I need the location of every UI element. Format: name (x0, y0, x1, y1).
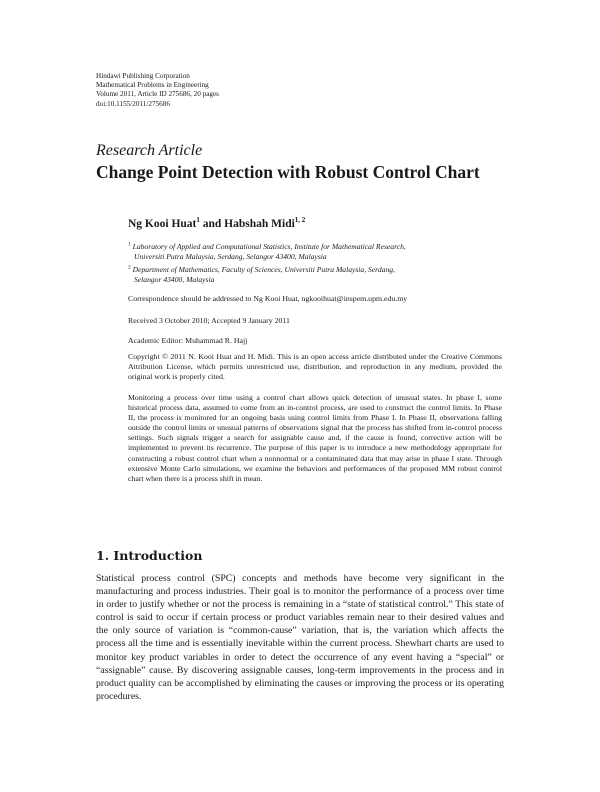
author-name: Habshah Midi (224, 218, 295, 230)
journal-line: Mathematical Problems in Engineering (96, 81, 209, 90)
doi-line: doi:10.1155/2011/275686 (96, 99, 170, 108)
abstract: Monitoring a process over time using a control chart allows quick detection of unusual states. In phase I, some historical process data, assumed to come from an in-control process, are used to construct the control limits. In Phase II, the process is monitored for an ongoing basis using control limits from Phase I. In Phase II, observations falling outside the control limits or unusual patterns of observations signal that the process has shifted from in-control process settings. Such signals trigger a search for assignable cause and, if the cause is found, corrective action will be implemented to prevent its recurrence. The purpose of this paper is to introduce a new methodology appropriate for constructing a robust control chart when a nonnormal or a contaminated data that may arise in phase I state. Through extensive Monte Carlo simulations, we examine the behaviors and performances of the proposed MM robust control chart when there is a process shift in mean. (128, 393, 502, 483)
affil-number: 1 (128, 241, 131, 248)
academic-editor: Academic Editor: Muhammad R. Hajj (128, 336, 248, 345)
introduction-body: Statistical process control (SPC) concepts and methods have become very significant in the manufacturing and process industries. Their goal is to monitor the performance of a process over time in order to justify whether or not the process is remaining in a “state of statistical control.” This state of control is said to occur if certain process or product variables remain near to their desired values and the only source of variation is “common-cause” variation, that is, the variation which affects the process all the time and is essentially inevitable within the current process. Shewhart charts are used to monitor key product variables in order to detect the occurrence of any event having a “special” or “assignable” cause. By discovering assignable causes, long-term improvements in the process and in product quality can be accomplished by eliminating the causes or improving the process or its operating procedures. (96, 573, 504, 702)
affil-line: Department of Mathematics, Faculty of Sciences, Universiti Putra Malaysia, Serdang, (132, 265, 395, 274)
affil-line: Laboratory of Applied and Computational Statistics, Institute for Mathematical Research, (132, 242, 406, 251)
affil-line: Universiti Putra Malaysia, Serdang, Selangor 43400, Malaysia (134, 252, 327, 261)
author-affil-mark: 1, 2 (294, 216, 306, 225)
publisher-line: Hindawi Publishing Corporation (96, 72, 190, 80)
volume-line: Volume 2011, Article ID 275686, 20 pages (96, 90, 219, 99)
article-type: Research Article (96, 142, 203, 159)
author-list (128, 218, 305, 230)
author-name: Ng Kooi Huat (128, 218, 197, 230)
author-conjunction: and (199, 218, 225, 230)
copyright-notice: Copyright © 2011 N. Kooi Huat and H. Midi. This is an open access article distributed under the Creative Commons Attribution License, which permits unrestricted use, distribution, and reproduction in any medium, provided the original work is properly cited. (128, 352, 502, 382)
section-heading: 1. Introduction (96, 548, 203, 563)
article-title: Change Point Detection with Robust Control Chart (96, 162, 480, 182)
affil-line: Selangor 43400, Malaysia (134, 275, 215, 284)
affiliation-2 (128, 265, 395, 285)
author-affil-mark: 1 (196, 216, 200, 225)
correspondence: Correspondence should be addressed to Ng Kooi Huat, ngkooihuat@inspem.upm.edu.my (128, 294, 408, 303)
affiliation-1 (128, 242, 406, 262)
affil-number: 2 (128, 264, 131, 271)
journal-header (96, 72, 219, 109)
received-date: Received 3 October 2010; Accepted 9 January 2011 (128, 316, 290, 325)
